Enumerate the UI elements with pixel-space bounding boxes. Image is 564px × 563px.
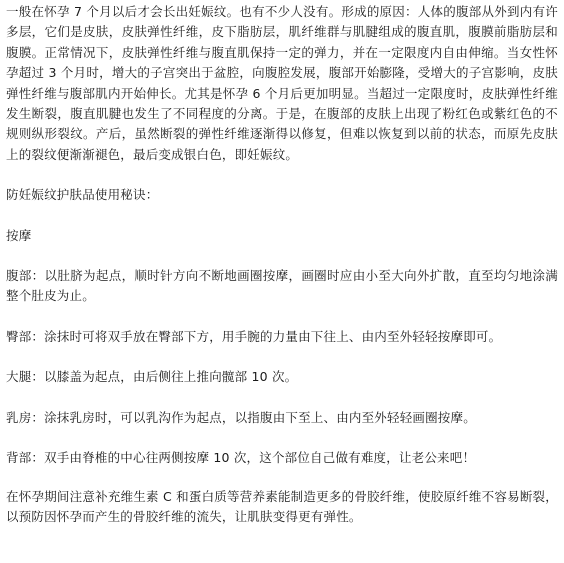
tip-buttocks: 臀部：涂抹时可将双手放在臀部下方，用手腕的力量由下往上、由内至外轻轻按摩即可。 — [6, 328, 502, 344]
tip-thighs: 大腿：以膝盖为起点，由后侧往上推向髋部 10 次。 — [6, 369, 298, 385]
closing-paragraph: 在怀孕期间注意补充维生素 C 和蛋白质等营养素能制造更多的骨胶纤维，使胶原纤维不容易断裂，以预防因怀孕而产生的骨胶纤维的流失，让肌肤变得更有弹性。 — [6, 488, 558, 524]
tips-heading: 防妊娠纹护肤品使用秘诀： — [6, 187, 159, 203]
tip-abdomen: 腹部：以肚脐为起点，顺时针方向不断地画圈按摩，画圈时应由小至大向外扩散，直至均匀地涂满整个肚皮为止。 — [6, 268, 558, 304]
massage-subheading: 按摩 — [6, 227, 32, 243]
tip-breasts: 乳房：涂抹乳房时，可以乳沟作为起点，以指腹由下至上、由内至外轻轻画圈按摩。 — [6, 409, 476, 425]
tip-back: 背部：双手由脊椎的中心往两侧按摩 10 次，这个部位自己做有难度，让老公来吧！ — [6, 450, 476, 466]
intro-paragraph: 一般在怀孕 7 个月以后才会长出妊娠纹。也有不少人没有。形成的原因：人体的腹部从外到内有许多层，它们是皮肤，皮肤弹性纤维，皮下脂肪层，肌纤维群与肌腱组成的腹直肌，腹膜前脂肪层和腹膜。正常情况下，皮肤弹性纤维与腹直肌保持一定的弹力，并在一定限度内自由伸缩。当女性怀孕超过 3 个月时，增大的子宫突出于盆腔，向腹腔发展，腹部开始膨隆，受增大的子宫影响，皮肤弹性纤维与腹部肌内开始伸长。尤其是怀孕 6 个月后更加明显。当超过一定限度时，皮肤弹性纤维发生断裂，腹直肌腱也发生了不同程度的分离。于是，在腹部的皮肤上出现了粉红色或紫红色的不规则纵形裂纹。产后，虽然断裂的弹性纤维逐渐得以修复，但难以恢复到以前的状态，而原先皮肤上的裂纹便渐渐褪色，最后变成银白色，即妊娠纹。 — [6, 4, 558, 162]
